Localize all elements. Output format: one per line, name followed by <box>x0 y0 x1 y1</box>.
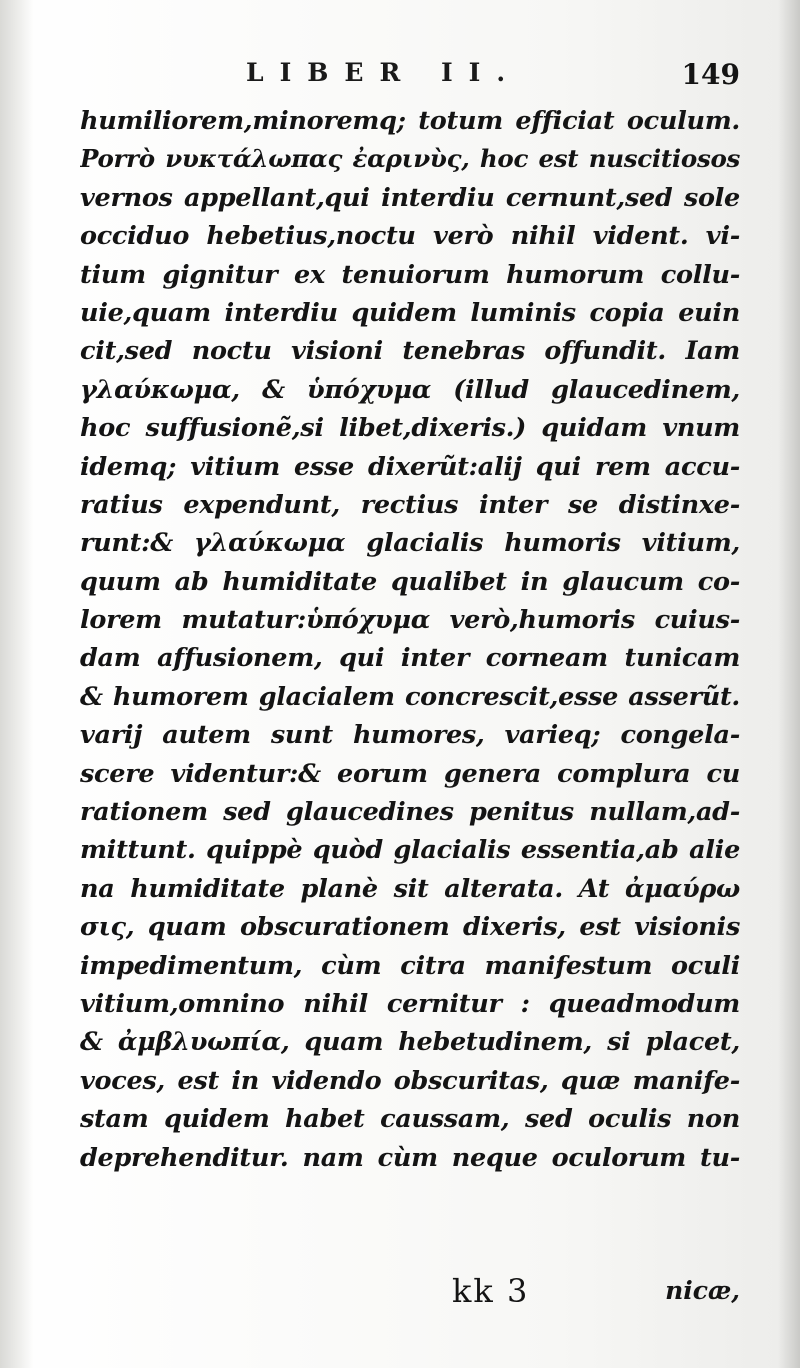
text-line: idemq; vitium esse dixerũt:alij qui rem accu- <box>80 451 740 482</box>
text-line: & humorem glacialem concrescit,esse asserũt. <box>80 681 740 712</box>
text-line: σις, quam obscurationem dixeris, est visionis <box>80 912 740 943</box>
text-line: stam quidem habet caussam, sed oculis non <box>80 1104 740 1135</box>
text-line: quum ab humiditate qualibet in glaucum co- <box>80 566 740 597</box>
text-line: varij autem sunt humores, varieq; congela- <box>80 720 740 751</box>
text-line: hoc suffusionẽ,si libet,dixeris.) quidam vnum <box>80 413 740 444</box>
body-text <box>80 102 740 1177</box>
text-line: lorem mutatur:ὑπόχυμα verò,humoris cuius- <box>80 605 740 636</box>
text-line: vernos appellant,qui interdiu cernunt,sed sole <box>80 182 740 213</box>
text-line: dam affusionem, qui inter corneam tunicam <box>80 643 740 674</box>
text-line: γλαύκωμα, & ὑπόχυμα (illud glaucedinem, <box>80 374 740 405</box>
catchword: nicæ, <box>665 1276 740 1305</box>
text-line: deprehenditur. nam cùm neque oculorum tu- <box>80 1142 740 1173</box>
text-line: humiliorem,minoremq; totum efficiat oculum. <box>80 106 740 136</box>
text-line: rationem sed glaucedines penitus nullam,ad- <box>80 797 740 828</box>
text-line: impedimentum, cùm citra manifestum oculi <box>80 950 740 981</box>
text-line: voces, est in videndo obscuritas, quæ manife- <box>80 1065 740 1096</box>
text-line: na humiditate planè sit alterata. At ἀμαύρω <box>80 873 740 904</box>
page-gutter-shadow <box>0 0 34 1368</box>
page-number: 149 <box>681 58 740 91</box>
text-line: tium gignitur ex tenuiorum humorum collu- <box>80 259 740 290</box>
text-line: uie,quam interdiu quidem luminis copia euin <box>80 297 740 328</box>
text-line: runt:& γλαύκωμα glacialis humoris vitium, <box>80 528 740 559</box>
text-line: Porrò νυκτάλωπας ἐαρινὺς, hoc est nuscitiosos <box>80 144 740 174</box>
page-footer <box>80 1272 740 1316</box>
signature-mark: kk 3 <box>452 1272 530 1310</box>
text-line: scere videntur:& eorum genera complura cu <box>80 758 740 789</box>
text-line: ratius expendunt, rectius inter se distinxe- <box>80 489 740 520</box>
page-header <box>80 58 740 98</box>
text-line: & ἀμβλυωπία, quam hebetudinem, si placet, <box>80 1027 740 1058</box>
page-edge-shadow <box>778 0 800 1368</box>
text-line: occiduo hebetius,noctu verò nihil vident. vi- <box>80 221 740 252</box>
text-line: cit,sed noctu visioni tenebras offundit. Iam <box>80 336 740 367</box>
running-head: LIBER II. <box>246 58 522 87</box>
text-line: mittunt. quippè quòd glacialis essentia,ab alie <box>80 835 740 866</box>
text-line: vitium,omnino nihil cernitur : queadmodum <box>80 988 740 1019</box>
